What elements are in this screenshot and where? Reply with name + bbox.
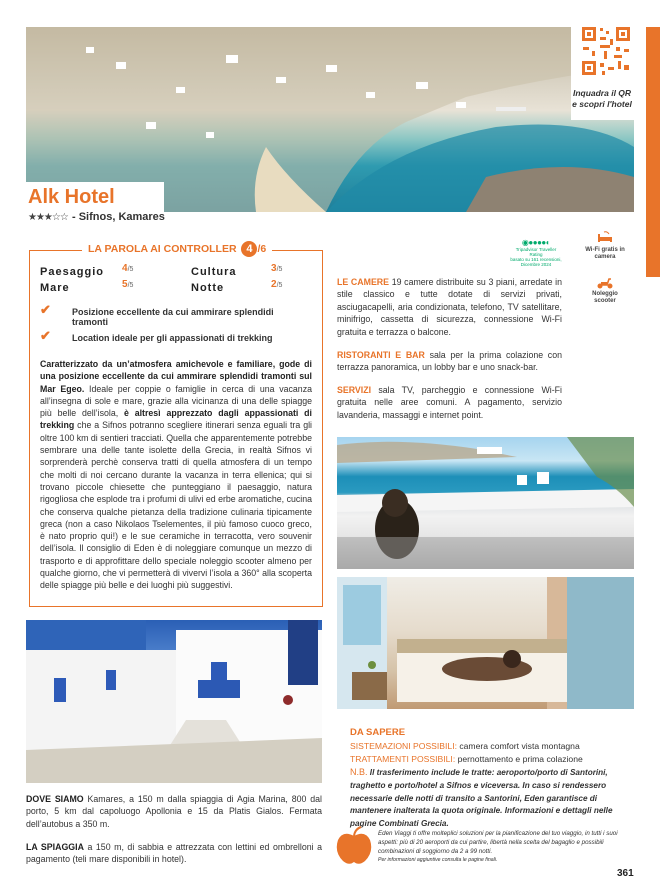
la-spiaggia: LA SPIAGGIA a 150 m, di sabbia e attrezzata con lettini ed ombrelloni a pagamento (teli mare disponibili in hotel). (26, 842, 322, 865)
tripadvisor-rating-line: Tripadvisor Traveller Rating (515, 247, 557, 257)
rating-label-cultura: Cultura (191, 266, 237, 278)
rating-value-notte: 2/5 (271, 279, 283, 290)
photo-whitewashed-alley (26, 620, 322, 783)
controller-score-total: /6 (257, 243, 267, 255)
tripadvisor-badge (510, 238, 562, 267)
photo-hotel-room (337, 577, 634, 709)
controller-title (82, 240, 272, 258)
trattamenti-line: TRATTAMENTI POSSIBILI: pernottamento e prima colazione (350, 754, 583, 764)
page-number: 361 (617, 868, 634, 879)
check-icon: ✔ (40, 302, 51, 317)
qr-caption (569, 88, 635, 110)
qr-code-icon[interactable] (580, 25, 632, 77)
dove-siamo: DOVE SIAMO Kamares, a 150 m dalla spiaggia di Agia Marina, 800 dal porto, 5 km dal capoluogo Apollonia e 15 da Platis Gialos. Fermata dell’autobus a 350 m. (26, 794, 322, 829)
controller-title-text: LA PAROLA AI CONTROLLER (88, 243, 237, 255)
sistemazioni-line: SISTEMAZIONI POSSIBILI: camera comfort vista montagna (350, 741, 580, 751)
nb-note: N.B. Il trasferimento include le tratte: aeroporto/porto di Santorini, traghetto e porto/hotel a Sifnos e viceversa. In caso si rendessero necessarie delle notti di transito a Santorini, Eden garantisce di mantenere inalterata la quota originale. Informazioni e dettagli nelle pagine Combinati Grecia. (350, 767, 613, 829)
rating-row (40, 278, 70, 296)
rating-value-mare: 5/5 (122, 279, 134, 290)
hotel-location: - Sifnos, Kamares (72, 211, 165, 223)
bullet-item: Posizione eccellente da cui ammirare splendidi tramonti (72, 307, 274, 327)
rating-label-mare: Mare (40, 282, 70, 294)
tripadvisor-rating-icon: ◉●●●●◐ (521, 238, 551, 247)
section-camere: LE CAMERE 19 camere distribuite su 3 piani, arredate in stile classico e tutte dotate di servizi privati, asciugacapelli, aria condizionata, telefono, TV satellitare, minifrigo, cassetta di sicurezza, connessione Wi-Fi gratuita e terrazza o balcone. (337, 277, 562, 337)
service-wifi (584, 230, 626, 261)
eden-note-text: Eden Viaggi ti offre molteplici soluzioni per la pianificazione del tuo viaggio, in tutti i suoi aspetti: più di 20 aeroporti da cui partire, libertà nella scelta del bagaglio e possibili combinazioni di soggiorno da 2 a 99 notti. (378, 830, 618, 855)
star-rating: ★★★☆☆ (28, 212, 68, 223)
service-wifi-label: Wi-Fi gratis in camera (585, 247, 625, 260)
eden-note-small: Per informazioni aggiuntive consulta le pagine finali. (378, 857, 498, 863)
eden-note (378, 829, 634, 865)
service-scooter-label: Noleggio scooter (592, 291, 618, 304)
rating-label-paesaggio: Paesaggio (40, 266, 105, 278)
da-sapere-title: DA SAPERE (350, 727, 406, 738)
rating-value-cultura: 3/5 (271, 263, 283, 274)
service-scooter (584, 276, 626, 305)
rating-row (191, 278, 224, 296)
check-icon: ✔ (40, 328, 51, 343)
controller-score: 4 (241, 241, 257, 257)
photo-terrace-sea-view (337, 437, 634, 569)
section-servizi: SERVIZI sala TV, parcheggio e connessione Wi-Fi gratuita nelle aree comuni. A pagamento, servizio lavanderia, massaggi e internet point. (337, 385, 562, 420)
tripadvisor-reviews-line: basato su 161 recensioni, Dicembre 2024 (510, 257, 562, 267)
rating-value-paesaggio: 4/5 (122, 263, 134, 274)
section-ristoranti: RISTORANTI E BAR sala per la prima colazione con terrazza panoramica, un lobby bar e uno snack-bar. (337, 350, 562, 373)
description-paragraph: Caratterizzato da un’atmosfera amichevole e familiare, gode di una posizione eccellente da cui ammirare splendidi tramonti sul Mar Egeo. Ideale per coppie o famiglie in cerca di una vacanza all’insegna di sole e mare, grazie alla vicinanza di una delle spiagge più belle dell’isola, è altresì apprezzato dagli appassionati di trekking che a Sifnos potranno scegliere itinerari senza eguali tra gli oltre 100 km di sentieri tracciati. Quella che apparentemente potrebbe sembrare una delle tante isolette della Grecia, in realtà Sifnos vi sorprenderà perchè conserva tratti di quella atmosfera di un tempo che molti di noi cercano durante la vacanza in terra ellenica; qui si trovano piccole chiesette che punteggiano il paesaggio, natura rigogliosa che esplode tra i profumi di ulivi ed erbe aromatiche, cucina che conserva qualche pietanza della tradizione culinaria tipicamente greca (non a caso Nikolaos Tselementes, il più famoso cuoco greco, è nato proprio qui!) e le sue ceramiche in terracotta, vero souvenir dell’isola. Il consiglio di Eden è di noleggiare comunque un mezzo di trasporto e di approfittare dello speciale noleggio scooter almeno per qualche giorno, che vi permetterà di vivervi l’isola a 360° alla scoperta delle spiagge più belle e dei luoghi più suggestivi. (40, 359, 312, 591)
bullet-item: Location ideale per gli appassionati di trekking (72, 333, 273, 343)
side-tab (646, 27, 660, 277)
wifi-room-icon (597, 230, 613, 242)
scooter-icon (597, 276, 613, 288)
qr-caption-line1: Inquadra il QR (572, 88, 632, 98)
rating-label-notte: Notte (191, 282, 225, 294)
qr-caption-line2: e scopri l'hotel (572, 99, 632, 109)
apple-logo-icon (335, 826, 373, 866)
hotel-name: Alk Hotel (28, 186, 115, 208)
